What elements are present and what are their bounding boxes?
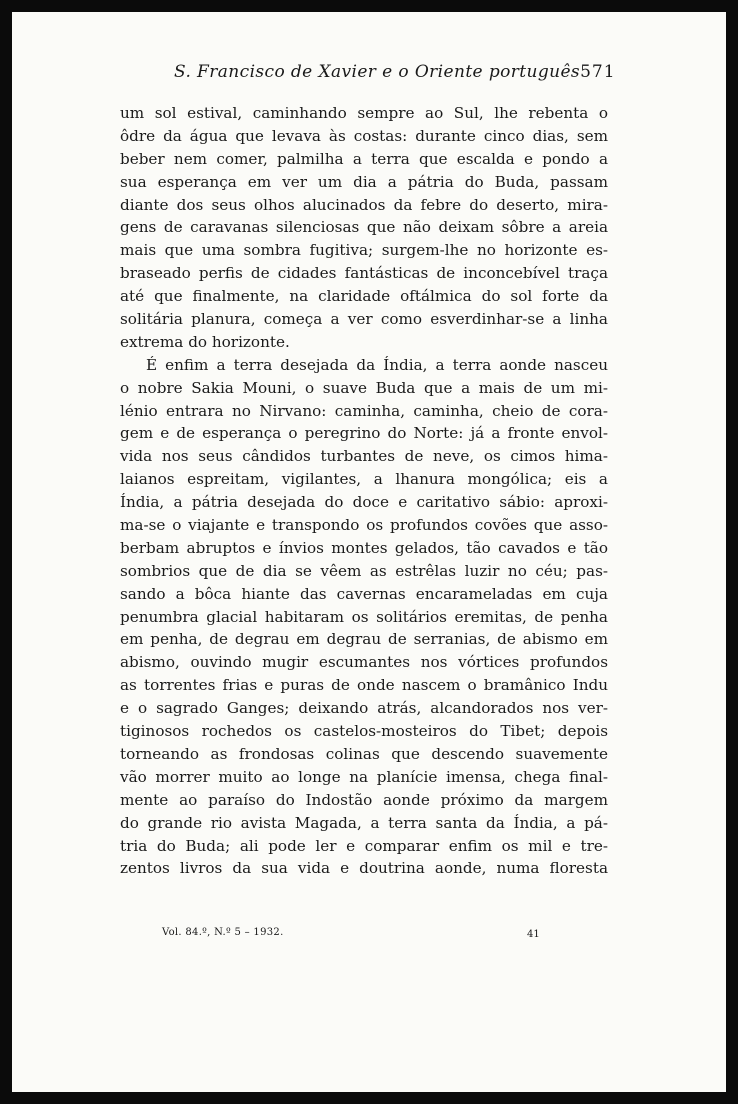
- text-line: vida nos seus cândidos turbantes de neve, os cimos hima-: [120, 447, 608, 466]
- text-line: gem e de esperança o peregrino do Norte: já a fronte envol-: [120, 424, 608, 443]
- text-line: tiginosos rochedos os castelos-mosteiros do Tibet; depois: [120, 722, 608, 741]
- text-line: um sol estival, caminhando sempre ao Sul, lhe rebenta o: [120, 104, 608, 122]
- book-page: [12, 12, 726, 1092]
- text-line: berbam abruptos e ínvios montes gelados, tão cavados e tão: [120, 538, 608, 557]
- body-text: [120, 102, 608, 880]
- text-line: até que finalmente, na claridade oftálmica do sol forte da: [120, 287, 608, 306]
- text-line: ôdre da água que levava às costas: durante cinco dias, sem: [120, 126, 608, 145]
- text-line: zentos livros da sua vida e doutrina aonde, numa floresta: [120, 859, 608, 878]
- text-line: abismo, ouvindo mugir escumantes nos vórtices profundos: [120, 653, 608, 672]
- running-title: S. Francisco de Xavier e o Oriente português: [174, 62, 581, 82]
- text-line: Índia, a pátria desejada do doce e caritativo sábio: aproxi-: [120, 493, 608, 512]
- text-line: mente ao paraíso do Indostão aonde próximo da margem: [120, 790, 608, 809]
- text-line: lénio entrara no Nirvano: caminha, caminha, cheio de cora-: [120, 401, 608, 420]
- text-line: vão morrer muito ao longe na planície imensa, chega final-: [120, 767, 608, 786]
- text-line: mais que uma sombra fugitiva; surgem-lhe no horizonte es-: [120, 241, 608, 260]
- text-line: tria do Buda; ali pode ler e comparar enfim os mil e tre-: [120, 836, 608, 855]
- text-line: sando a bôca hiante das cavernas encarameladas em cuja: [120, 584, 608, 603]
- running-header: [174, 62, 616, 82]
- text-line: diante dos seus olhos alucinados da febre do deserto, mira-: [120, 195, 608, 214]
- paragraph-end-line: extrema do horizonte.: [120, 332, 290, 351]
- text-line: em penha, de degrau em degrau de serranias, de abismo em: [120, 630, 608, 649]
- text-line: solitária planura, começa a ver como esverdinhar-se a linha: [120, 310, 608, 329]
- text-line: ma-se o viajante e transpondo os profundos covões que asso-: [120, 516, 608, 535]
- text-line: braseado perfis de cidades fantásticas de inconcebível traça: [120, 264, 608, 283]
- text-line: sombrios que de dia se vêem as estrêlas luzir no céu; pas-: [120, 561, 608, 580]
- text-line: o nobre Sakia Mouni, o suave Buda que a mais de um mi-: [120, 378, 608, 397]
- text-line: as torrentes frias e puras de onde nascem o bramânico Indu: [120, 676, 608, 695]
- text-line: e o sagrado Ganges; deixando atrás, alcandorados nos ver-: [120, 699, 608, 718]
- text-line: sua esperança em ver um dia a pátria do Buda, passam: [120, 172, 608, 191]
- volume-footer: Vol. 84.º, N.º 5 – 1932.: [162, 927, 284, 938]
- text-line: torneando as frondosas colinas que descendo suavemente: [120, 744, 608, 763]
- page-number: 571: [580, 62, 616, 82]
- text-line: beber nem comer, palmilha a terra que escalda e pondo a: [120, 149, 608, 168]
- paragraph-start-line: É enfim a terra desejada da Índia, a terra aonde nasceu: [146, 355, 608, 374]
- text-line: do grande rio avista Magada, a terra santa da Índia, a pá-: [120, 813, 608, 832]
- text-line: penumbra glacial habitaram os solitários eremitas, de penha: [120, 607, 608, 626]
- text-line: laianos espreitam, vigilantes, a lhanura mongólica; eis a: [120, 470, 608, 489]
- signature-mark: 41: [527, 929, 540, 940]
- text-line: gens de caravanas silenciosas que não deixam sôbre a areia: [120, 218, 608, 237]
